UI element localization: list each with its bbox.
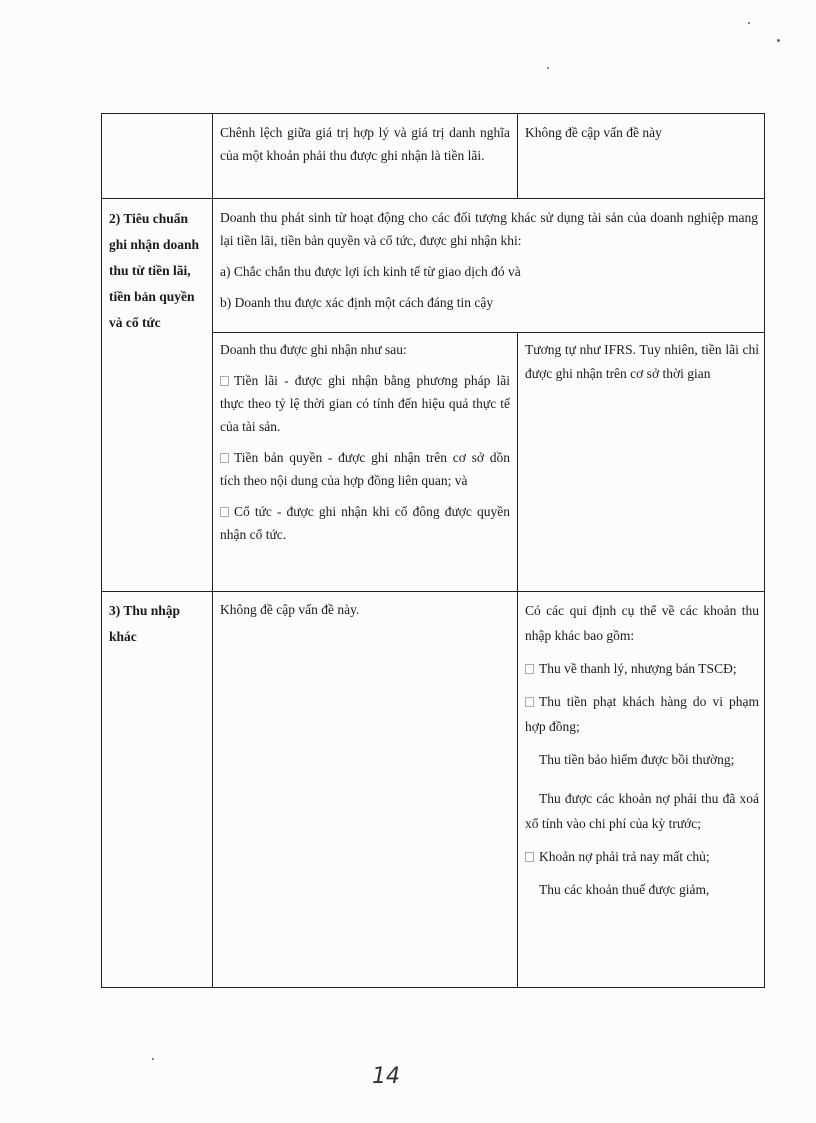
row3-vas-bullet-1: Thu về thanh lý, nhượng bán TSCĐ; <box>525 656 759 681</box>
checkbox-bullet-icon <box>525 852 534 862</box>
row2-vas-cell <box>525 338 759 386</box>
row2-ifrs-bullet-3: Cổ tức - được ghi nhận khi cổ đông được quyền nhận cổ tức. <box>220 504 510 542</box>
row2-merged-line-3: b) Doanh thu được xác định một cách đáng tin cậy <box>220 295 494 310</box>
row2-merged-line-2: a) Chắc chắn thu được lợi ích kinh tế từ giao dịch đó và <box>220 264 521 279</box>
checkbox-bullet-icon <box>220 376 229 386</box>
row2-ifrs-bullet-1: Tiền lãi - được ghi nhận bằng phương pháp lãi thực theo tỷ lệ thời gian có tính đến hiệu quả thực tế của tài sản. <box>220 373 510 434</box>
row-divider-merged <box>212 332 764 333</box>
scan-speck <box>777 39 780 42</box>
row1-ifrs-cell <box>220 121 510 167</box>
checkbox-bullet-icon <box>220 507 229 517</box>
row3-vas-bullet-6: Thu các khoản thuế được giảm, <box>539 882 710 897</box>
row2-ifrs-intro: Doanh thu được ghi nhận như sau: <box>220 342 407 357</box>
page-number: 14 <box>372 1064 400 1089</box>
row3-vas-bullet-3: Thu tiền bảo hiểm được bồi thường; <box>539 752 735 767</box>
scan-speck <box>748 22 750 24</box>
column-divider-2-bottom <box>517 332 518 987</box>
checkbox-bullet-icon <box>525 664 534 674</box>
checkbox-bullet-icon <box>220 453 229 463</box>
row2-ifrs-bullet-2: Tiền bản quyền - được ghi nhận trên cơ sở dồn tích theo nội dung của hợp đồng liên quan; và <box>220 450 510 488</box>
row2-label-cell <box>109 206 207 336</box>
row3-ifrs-text: Không đề cập vấn đề này. <box>220 602 360 617</box>
checkbox-bullet-icon <box>525 697 534 707</box>
row2-ifrs-cell <box>220 338 510 546</box>
row3-label: 3) Thu nhập khác <box>109 603 181 644</box>
row3-vas-bullet-4: Thu được các khoản nợ phải thu đã xoá xổ tính vào chi phí của kỳ trước; <box>525 791 759 831</box>
scan-speck <box>547 67 549 69</box>
row3-vas-intro: Có các qui định cụ thể về các khoản thu nhập khác bao gồm: <box>525 603 759 643</box>
row3-label-cell <box>109 598 207 650</box>
row3-vas-bullet-2: Thu tiền phạt khách hàng do vi phạm hợp đồng; <box>525 694 759 734</box>
row1-vas-text: Không đề cập vấn đề này <box>525 125 662 140</box>
row3-vas-bullet-5: Khoản nợ phải trả nay mất chủ; <box>525 844 759 869</box>
column-divider-2-top <box>517 114 518 198</box>
row-divider-2 <box>102 591 764 592</box>
row1-vas-cell <box>525 121 757 144</box>
scan-speck <box>152 1058 154 1060</box>
row1-ifrs-text: Chênh lệch giữa giá trị hợp lý và giá trị danh nghĩa của một khoản phải thu được ghi nhận là tiền lãi. <box>220 125 510 163</box>
row2-label: 2) Tiêu chuẩn ghi nhận doanh thu từ tiền lãi, tiền bản quyền và cổ tức <box>109 211 200 330</box>
column-divider-1 <box>212 114 213 987</box>
comparison-table <box>101 113 765 988</box>
row2-merged-cell <box>220 206 758 314</box>
row2-merged-line-1: Doanh thu phát sinh từ hoạt động cho các đối tượng khác sử dụng tài sản của doanh nghiệp mang lại tiền lãi, tiền bản quyền và cổ tức, được ghi nhận khi: <box>220 210 758 248</box>
row2-vas-text: Tương tự như IFRS. Tuy nhiên, tiền lãi chỉ được ghi nhận trên cơ sở thời gian <box>525 342 759 381</box>
row-divider-1 <box>102 198 764 199</box>
row3-ifrs-cell <box>220 598 510 621</box>
row3-vas-cell <box>525 598 759 902</box>
